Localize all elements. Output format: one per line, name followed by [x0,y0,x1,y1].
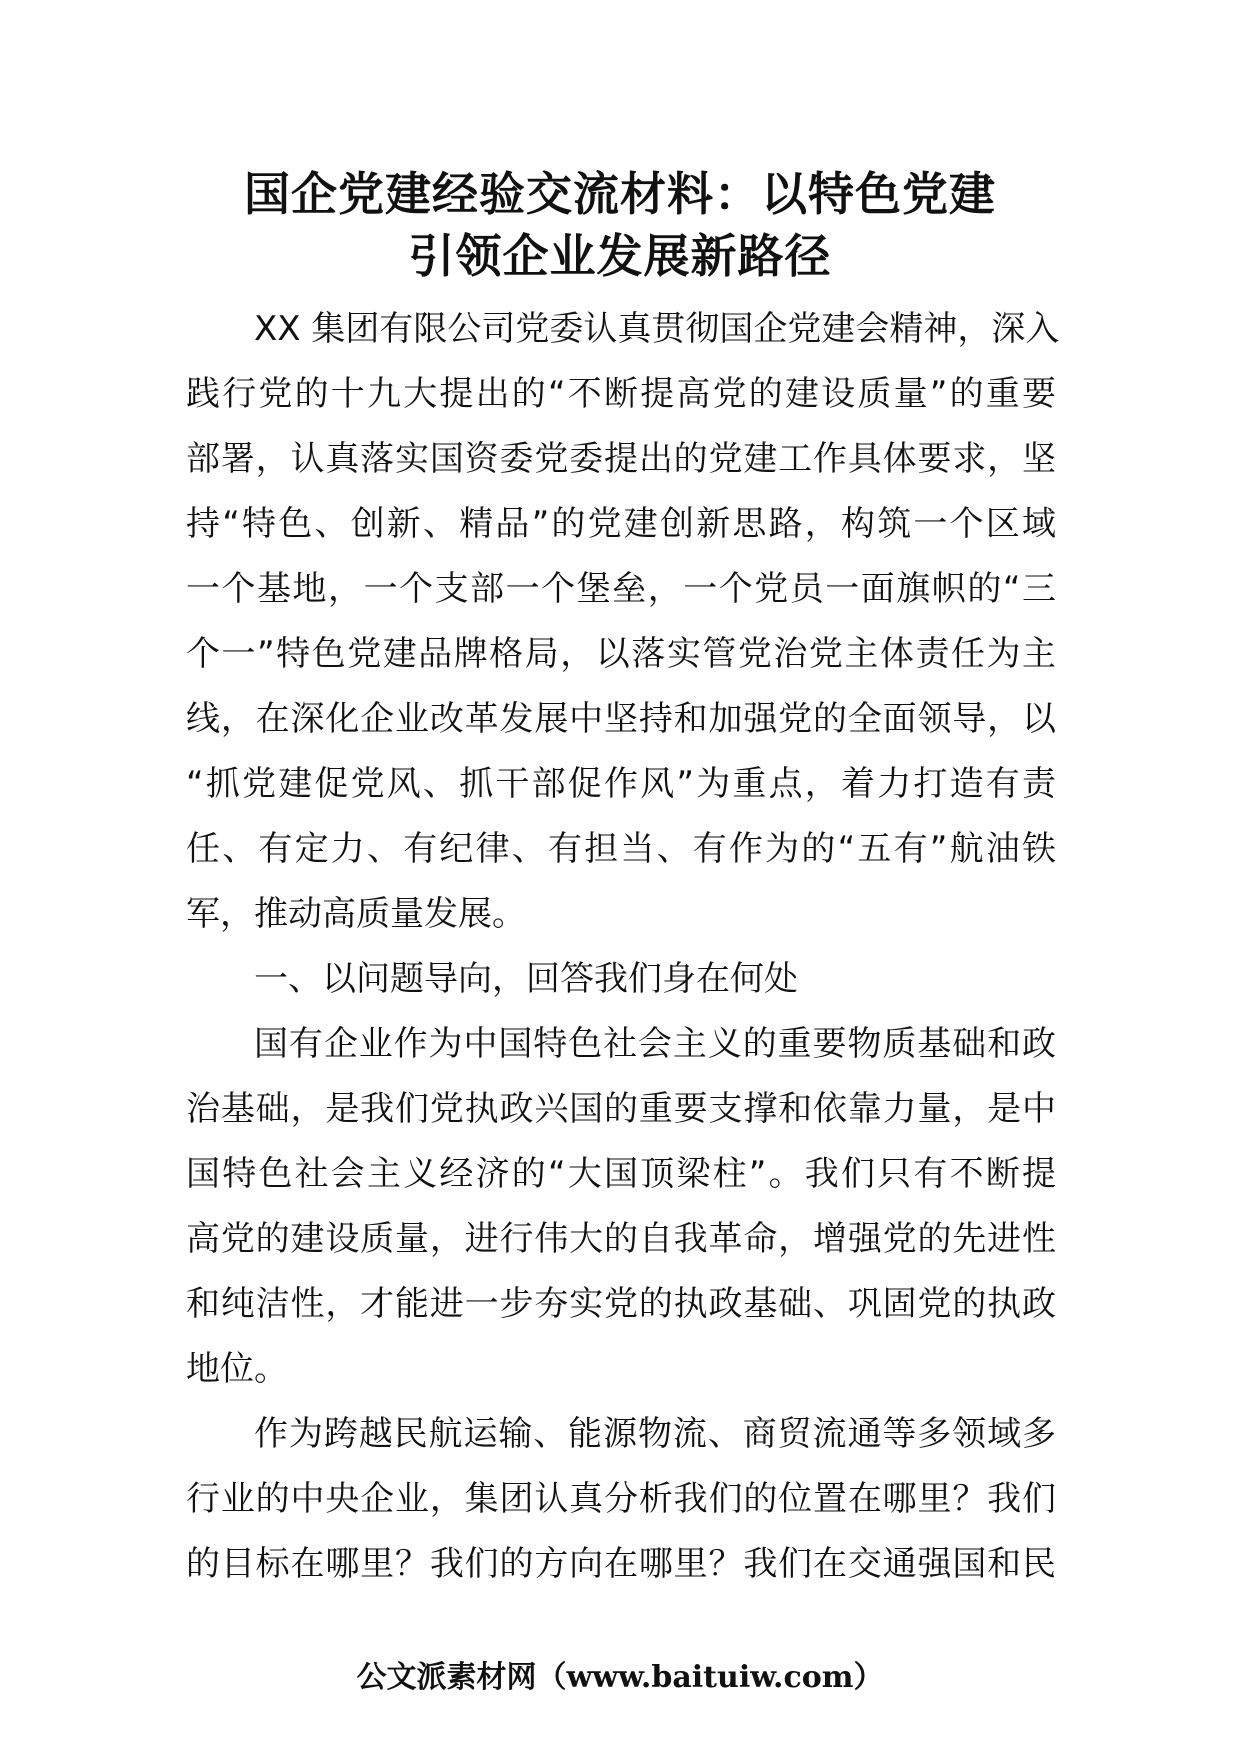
section-heading [186,947,1056,1012]
text-line: 行业的中央企业，集团认真分析我们的位置在哪里？我们 [186,1479,1056,1519]
document-body [186,297,1060,1597]
text-line: 高党的建设质量，进行伟大的自我革命，增强党的先进性 [186,1219,1056,1259]
paragraph-group [186,1402,1056,1597]
document-title [150,163,1090,287]
title-line: 引领企业发展新路径 [408,229,832,283]
footer-watermark: 公文派素材网（www.baituiw.com） [356,1660,884,1695]
text-line: 持“特色、创新、精品”的党建创新思路，构筑一个区域 [186,504,1056,544]
paragraph-soe [186,1012,1056,1402]
text-line: 个一”特色党建品牌格局，以落实管党治党主体责任为主 [186,634,1056,674]
text-line: 治基础，是我们党执政兴国的重要支撑和依靠力量，是中 [186,1089,1056,1129]
text-line: 践行党的十九大提出的“不断提高党的建设质量”的重要 [186,374,1056,414]
text-line: 地位。 [186,1349,288,1389]
text-line: 线，在深化企业改革发展中坚持和加强党的全面领导，以 [186,699,1056,739]
text-line: 军，推动高质量发展。 [186,894,526,934]
text-line: XX 集团有限公司党委认真贯彻国企党建会精神，深入 [254,309,1060,349]
heading-line: 一、以问题导向，回答我们身在何处 [254,959,798,999]
text-line: 一个基地，一个支部一个堡垒，一个党员一面旗帜的“三 [186,569,1056,609]
text-line: 国特色社会主义经济的“大国顶梁柱”。我们只有不断提 [186,1154,1056,1194]
text-line: 国有企业作为中国特色社会主义的重要物质基础和政 [254,1024,1056,1064]
paragraph-intro [186,297,1060,947]
text-line: 任、有定力、有纪律、有担当、有作为的“五有”航油铁 [186,829,1056,869]
text-line: “抓党建促党风、抓干部促作风”为重点，着力打造有责 [186,764,1056,804]
text-line: 部署，认真落实国资委党委提出的党建工作具体要求，坚 [186,439,1056,479]
title-line: 国企党建经验交流材料：以特色党建 [244,167,996,221]
text-line: 的目标在哪里？我们的方向在哪里？我们在交通强国和民 [186,1544,1056,1584]
text-line: 和纯洁性，才能进一步夯实党的执政基础、巩固党的执政 [186,1284,1056,1324]
text-line: 作为跨越民航运输、能源物流、商贸流通等多领域多 [254,1414,1056,1454]
